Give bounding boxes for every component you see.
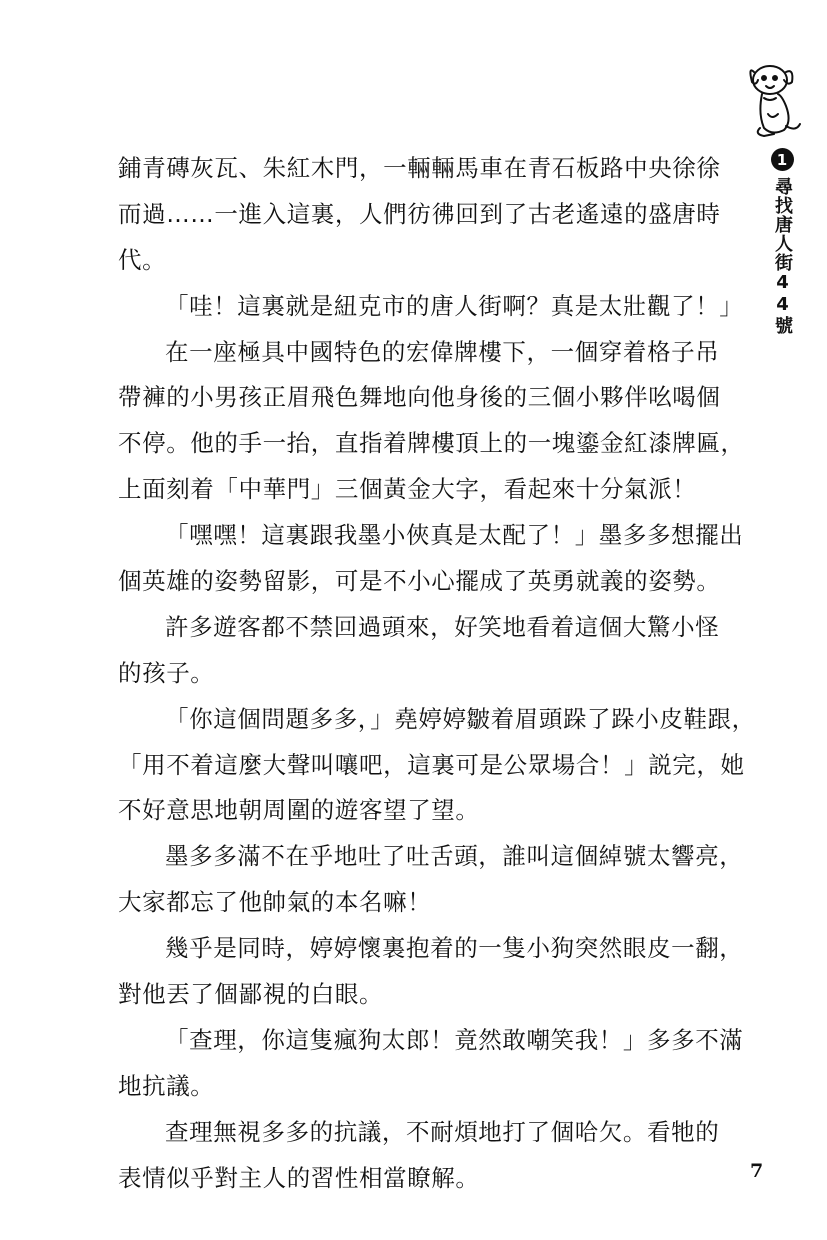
text-line: 帶褲的小男孩正眉飛色舞地向他身後的三個小夥伴吆喝個 [118,383,721,412]
dog-icon [744,62,806,140]
text-line: 個英雄的姿勢留影，可是不小心擺成了英勇就義的姿勢。 [118,567,721,596]
text-line: 許多遊客都不禁回過頭來，好笑地看着這個大驚小怪 [165,612,720,641]
text-line: 上面刻着「中華門」三個黃金大字，看起來十分氣派！ [118,475,697,504]
text-line: 查理無視多多的抗議，不耐煩地打了個哈欠。看牠的 [165,1117,720,1146]
page-number: 7 [750,1160,764,1182]
text-line: 「用不着這麼大聲叫嚷吧，這裏可是公眾場合！」説完，她 [118,750,745,779]
text-line: 不停。他的手一抬，直指着牌樓頂上的一塊鎏金紅漆牌匾， [118,429,745,458]
text-line: 表情似乎對主人的習性相當瞭解。 [118,1163,480,1192]
text-line: 「你這個問題多多，」堯婷婷皺着眉頭跺了跺小皮鞋跟， [165,704,756,733]
text-line: 在一座極具中國特色的宏偉牌樓下，一個穿着格子吊 [165,337,720,366]
text-line: 幾乎是同時，婷婷懷裏抱着的一隻小狗突然眼皮一翻， [165,934,744,963]
text-line: 的孩子。 [118,658,215,687]
chapter-number-badge: 1 [771,148,794,171]
text-line: 不好意思地朝周圍的遊客望了望。 [118,796,480,825]
text-line: 「嘿嘿！這裏跟我墨小俠真是太配了！」墨多多想擺出 [165,521,744,550]
text-line: 鋪青磚灰瓦、朱紅木門，一輛輛馬車在青石板路中央徐徐 [118,154,721,182]
chapter-title: 尋找唐人街44號 [772,177,793,335]
text-line: 大家都忘了他帥氣的本名嘛！ [118,888,432,917]
text-line: 「哇！這裏就是紐克市的唐人街啊？真是太壯觀了！」 [165,291,744,320]
text-line: 代。 [118,245,167,274]
chapter-side-tab [762,148,802,335]
text-line: 對他丟了個鄙視的白眼。 [118,980,384,1009]
text-line: 「查理，你這隻瘋狗太郎！竟然敢嘲笑我！」多多不滿 [165,1025,744,1054]
text-line: 而過……一進入這裏，人們彷彿回到了古老遙遠的盛唐時 [118,199,721,228]
body-text [118,146,756,1201]
text-line: 地抗議。 [118,1071,215,1100]
text-line: 墨多多滿不在乎地吐了吐舌頭，誰叫這個綽號太響亮， [165,842,744,871]
